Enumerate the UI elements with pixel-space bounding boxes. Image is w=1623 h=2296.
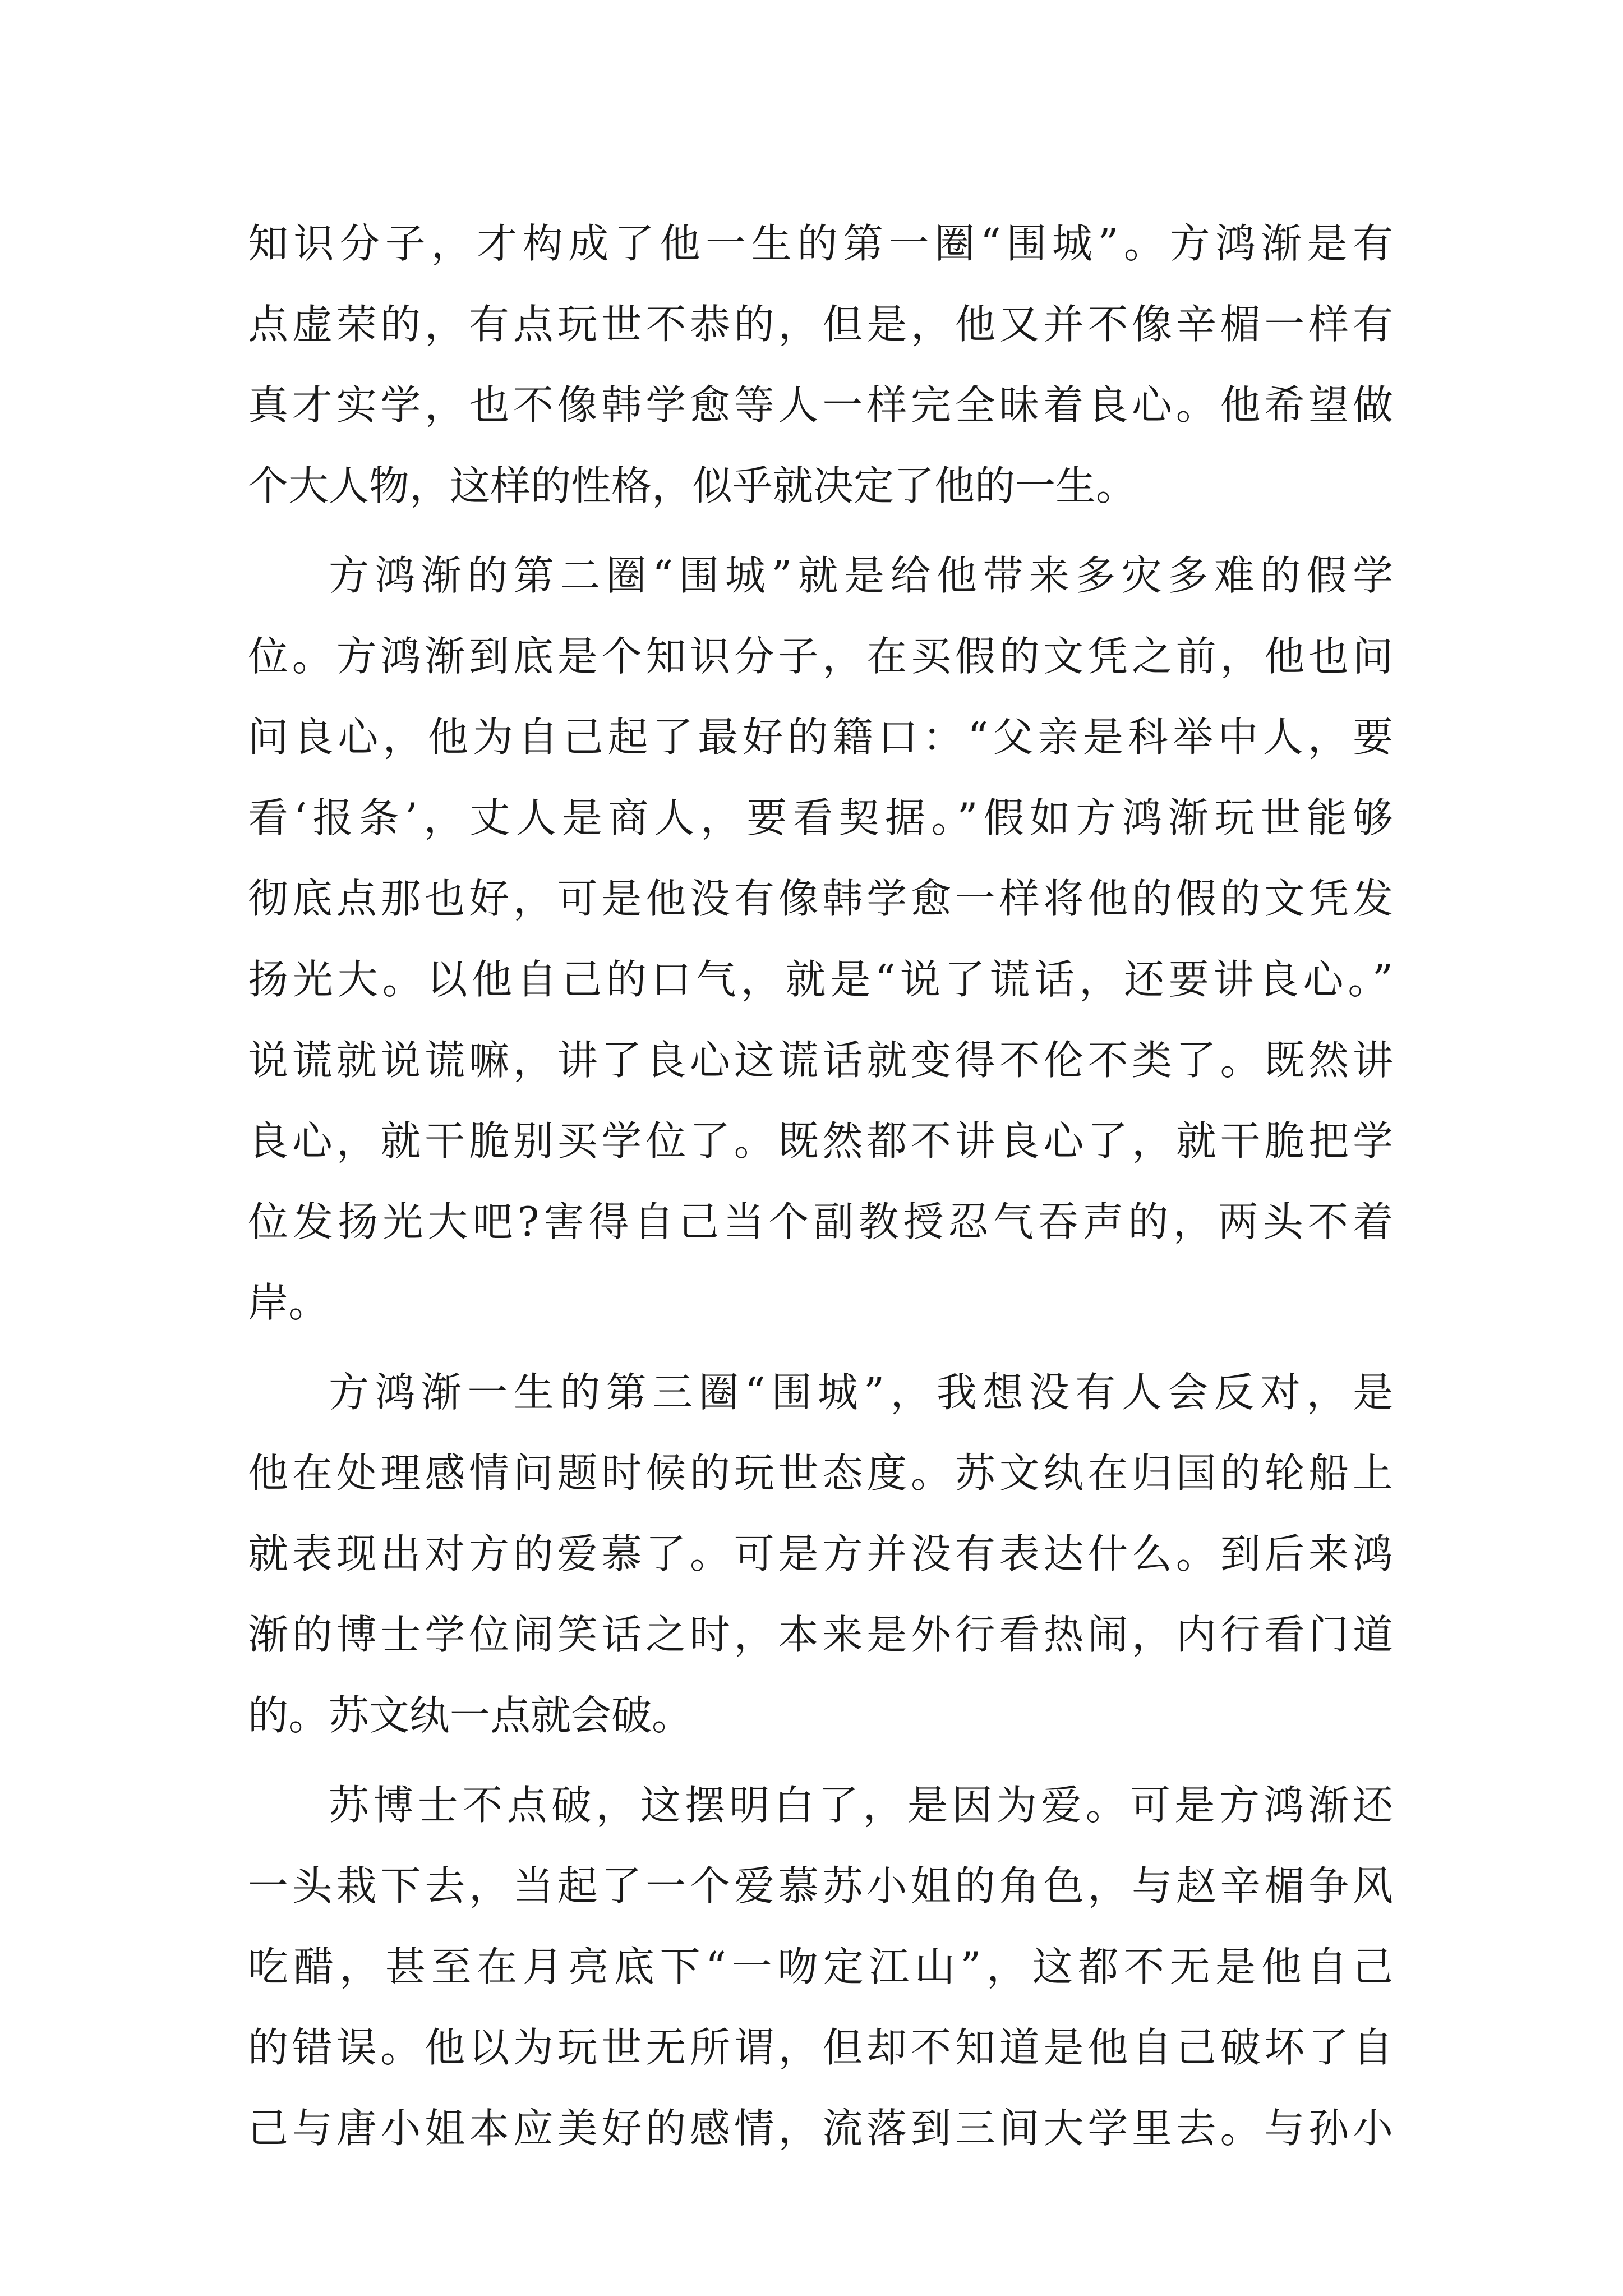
text-line: 扬光大。以他自己的口气，就是“说了谎话，还要讲良心。” — [248, 956, 1393, 1003]
text-line: 良心，就干脆别买学位了。既然都不讲良心了，就干脆把学 — [248, 1117, 1393, 1165]
text-line: 苏博士不点破，这摆明白了，是因为爱。可是方鸿渐还 — [329, 1782, 1393, 1829]
text-line: 的。苏文纨一点就会破。 — [248, 1692, 693, 1739]
text-line: 个大人物，这样的性格，似乎就决定了他的一生。 — [248, 462, 1137, 509]
text-line: 看‘报条’，丈人是商人，要看契据。”假如方鸿渐玩世能够 — [248, 794, 1393, 841]
text-line: 位发扬光大吧?害得自己当个副教授忍气吞声的，两头不着 — [248, 1198, 1393, 1245]
text-line: 的错误。他以为玩世无所谓，但却不知道是他自己破坏了自 — [248, 2024, 1393, 2071]
paragraph-gap — [248, 526, 1393, 535]
paragraph-gap — [248, 1343, 1393, 1352]
text-line: 吃醋，甚至在月亮底下“一吻定江山”，这都不无是他自己 — [248, 1943, 1393, 1990]
text-line: 彻底点那也好，可是他没有像韩学愈一样将他的假的文凭发 — [248, 875, 1393, 922]
text-line: 说谎就说谎嘛，讲了良心这谎话就变得不伦不类了。既然讲 — [248, 1037, 1393, 1084]
essay-body — [248, 203, 1393, 2169]
text-line: 方鸿渐的第二圈“围城”就是给他带来多灾多难的假学 — [329, 552, 1393, 599]
text-line: 岸。 — [248, 1279, 329, 1326]
text-line: 渐的博士学位闹笑话之时，本来是外行看热闹，内行看门道 — [248, 1611, 1393, 1658]
text-line: 问良心，他为自己起了最好的籍口：“父亲是科举中人，要 — [248, 714, 1393, 761]
paragraph-gap — [248, 1756, 1393, 1765]
text-line: 知识分子，才构成了他一生的第一圈“围城”。方鸿渐是有 — [248, 220, 1393, 267]
text-line: 位。方鸿渐到底是个知识分子，在买假的文凭之前，他也问 — [248, 633, 1393, 680]
text-line: 他在处理感情问题时候的玩世态度。苏文纨在归国的轮船上 — [248, 1450, 1393, 1497]
text-line: 方鸿渐一生的第三圈“围城”，我想没有人会反对，是 — [329, 1369, 1393, 1416]
text-line: 点虚荣的，有点玩世不恭的，但是，他又并不像辛楣一样有 — [248, 301, 1393, 348]
text-line: 就表现出对方的爱慕了。可是方并没有表达什么。到后来鸿 — [248, 1530, 1393, 1577]
text-line: 己与唐小姐本应美好的感情，流落到三间大学里去。与孙小 — [248, 2105, 1393, 2152]
text-line: 一头栽下去，当起了一个爱慕苏小姐的角色，与赵辛楣争风 — [248, 1862, 1393, 1910]
text-line: 真才实学，也不像韩学愈等人一样完全昧着良心。他希望做 — [248, 381, 1393, 429]
